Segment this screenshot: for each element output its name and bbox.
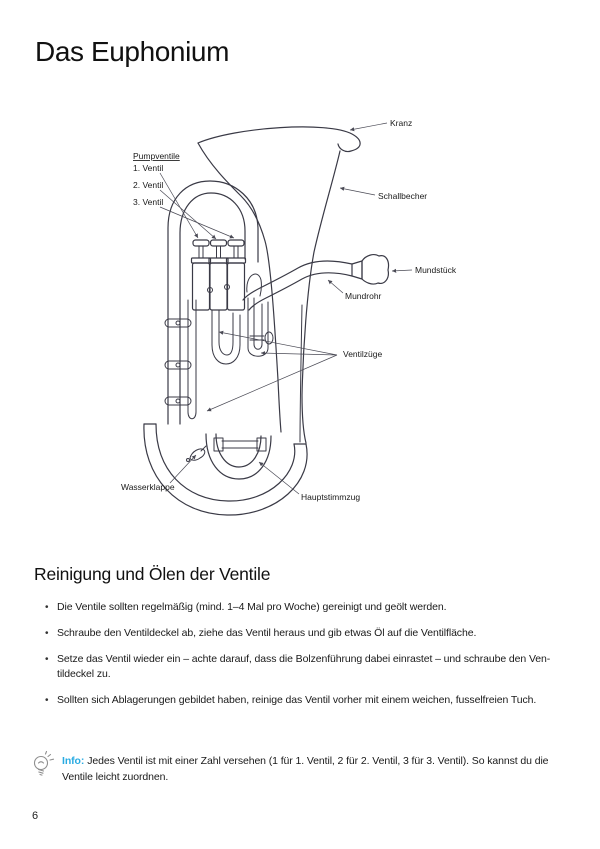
label-ventil-3: 3. Ventil bbox=[133, 197, 164, 207]
water-key bbox=[187, 446, 207, 462]
label-wasserklappe: Wasserklappe bbox=[121, 482, 175, 492]
info-text: Jedes Ventil ist mit einer Zahl versehen (1 für 1. Ventil, 2 für 2. Ventil, 3 für 3. Ventil). So kannst du die Ventile leicht zuordnen. bbox=[62, 755, 549, 783]
page-title: Das Euphonium bbox=[35, 36, 230, 67]
label-mundstueck: Mundstück bbox=[415, 265, 457, 275]
bullet-dot: • bbox=[45, 695, 49, 706]
valve-section bbox=[192, 240, 246, 310]
bottom-bow bbox=[144, 424, 307, 515]
leadpipe bbox=[243, 261, 352, 310]
bullet-item bbox=[45, 600, 567, 615]
bullet-text: Setze das Ventil wieder ein – achte darauf, dass die Bolzenführung dabei einrastet – und schraube den Ventildeckel zu. bbox=[57, 653, 551, 680]
bell-outline bbox=[198, 127, 360, 443]
valve-slides bbox=[212, 274, 273, 364]
bullet-text: Schraube den Ventildeckel ab, ziehe das Ventil heraus und gib etwas Öl auf die Ventilfläche. bbox=[57, 627, 477, 639]
label-ventil-1: 1. Ventil bbox=[133, 163, 164, 173]
info-note bbox=[62, 753, 567, 785]
bullet-dot: • bbox=[45, 654, 49, 665]
label-hauptstimmzug: Hauptstimmzug bbox=[301, 492, 361, 502]
bullet-item bbox=[45, 693, 567, 708]
bullet-text: Die Ventile sollten regelmäßig (mind. 1–4 Mal pro Woche) gereinigt und geölt werden. bbox=[57, 601, 447, 613]
page-number: 6 bbox=[32, 810, 39, 822]
euphonium-drawing bbox=[144, 127, 389, 515]
label-kranz: Kranz bbox=[390, 118, 413, 128]
label-ventil-2: 2. Ventil bbox=[133, 180, 164, 190]
bullet-item bbox=[45, 626, 567, 641]
euphonium-diagram bbox=[0, 100, 600, 530]
lightbulb-icon bbox=[29, 750, 56, 779]
label-schallbecher: Schallbecher bbox=[378, 191, 428, 201]
bullet-text: Sollten sich Ablagerungen gebildet haben, reinige das Ventil vorher mit einem weichen, fusselfreien Tuch. bbox=[57, 694, 537, 706]
bullet-item bbox=[45, 652, 567, 682]
label-pumpventile: Pumpventile bbox=[133, 151, 180, 161]
bullet-dot: • bbox=[45, 602, 49, 613]
info-label: Info: bbox=[62, 755, 85, 767]
bullet-list bbox=[45, 600, 567, 719]
label-arrows bbox=[160, 123, 412, 494]
label-ventilzuege: Ventilzüge bbox=[343, 349, 383, 359]
bullet-dot: • bbox=[45, 628, 49, 639]
section-heading: Reinigung und Ölen der Ventile bbox=[34, 564, 271, 584]
mouthpiece bbox=[352, 255, 389, 284]
label-mundrohr: Mundrohr bbox=[345, 291, 382, 301]
